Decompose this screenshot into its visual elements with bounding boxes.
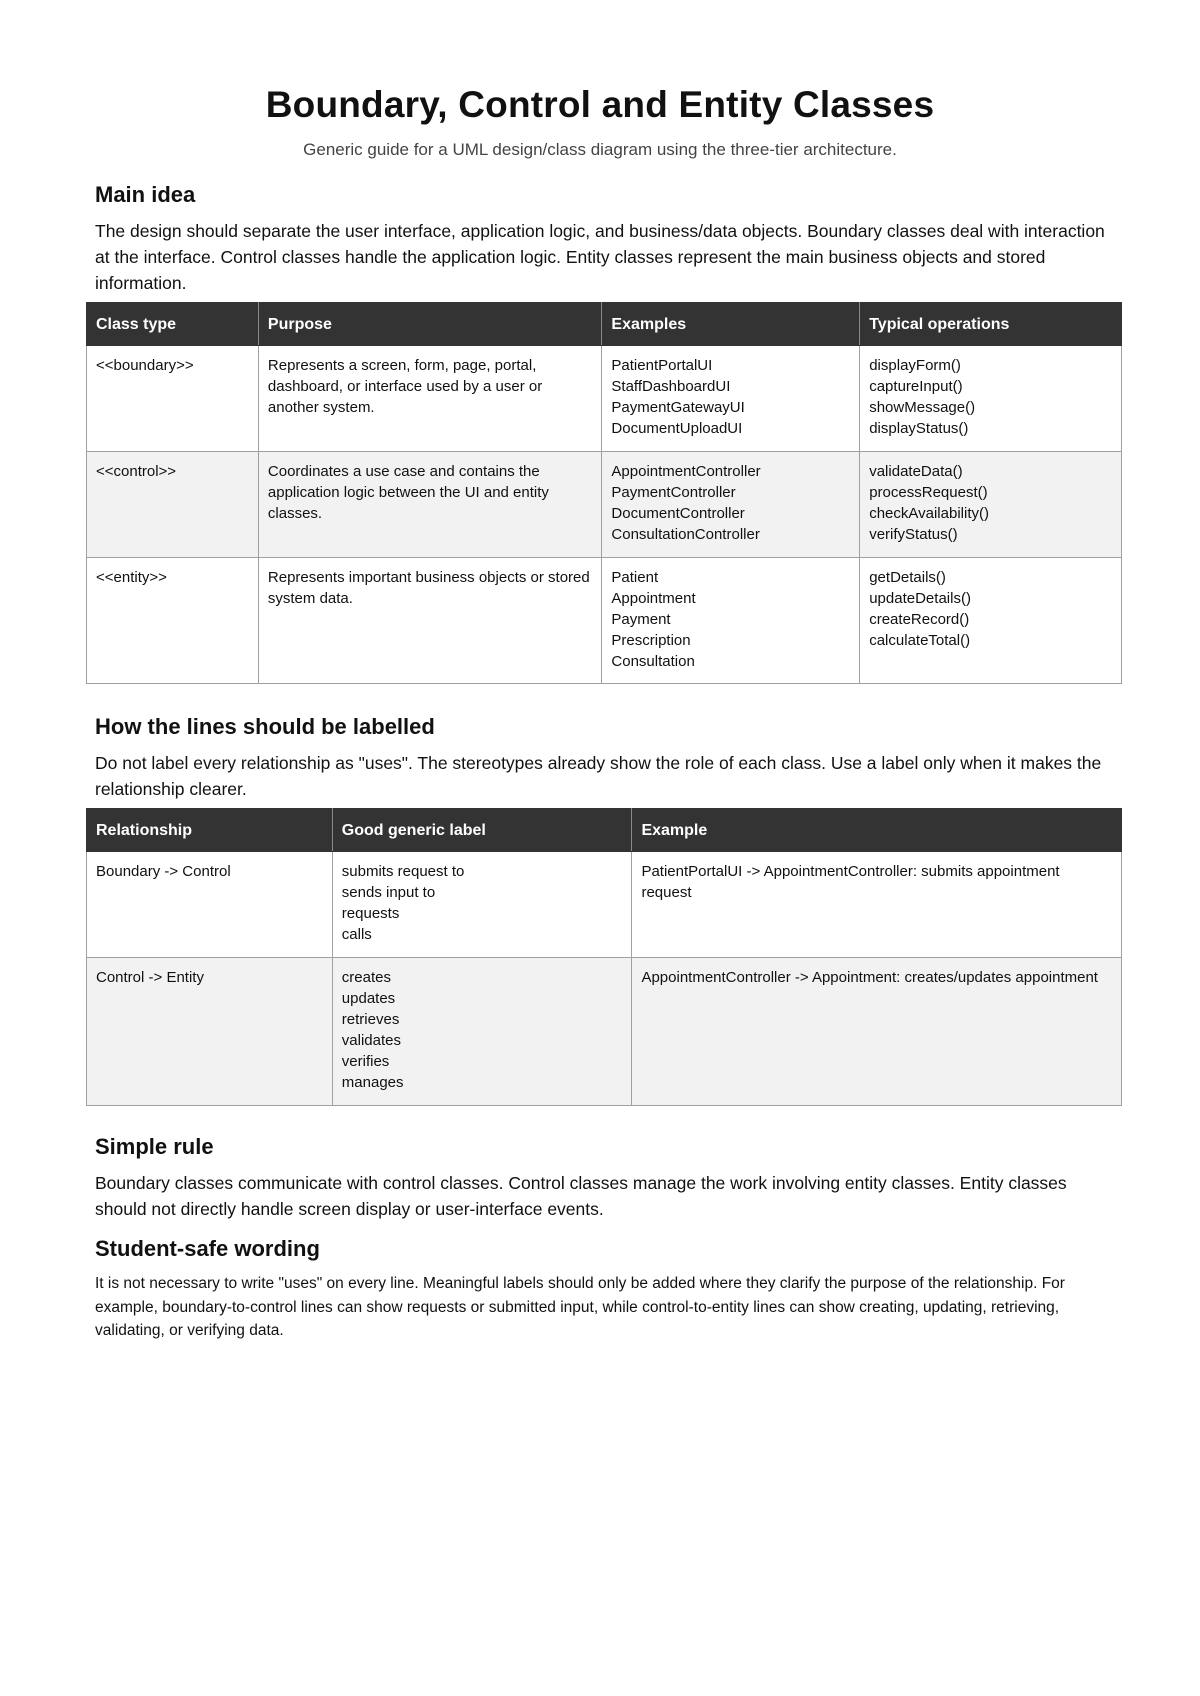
examples-cell: PatientPortalUI StaffDashboardUI PaymentGatewayUI DocumentUploadUI bbox=[602, 346, 860, 452]
lines-text: Do not label every relationship as "uses". The stereotypes already show the role of each class. Use a label only when it makes the relationship clearer. bbox=[95, 753, 1102, 799]
table-row bbox=[87, 852, 1122, 958]
lines-heading: How the lines should be labelled bbox=[95, 714, 435, 739]
relationship-header: Relationship bbox=[87, 809, 333, 852]
class-type-cell: <<entity>> bbox=[87, 558, 259, 684]
operations-cell: validateData() processRequest() checkAvailability() verifyStatus() bbox=[860, 452, 1122, 558]
purpose-cell: Represents a screen, form, page, portal, dashboard, or interface used by a user or another system. bbox=[258, 346, 602, 452]
student-wording-heading: Student-safe wording bbox=[95, 1236, 320, 1261]
labels-cell: submits request to sends input to requests calls bbox=[332, 852, 632, 958]
table-row bbox=[87, 958, 1122, 1106]
operations-cell: displayForm() captureInput() showMessage() displayStatus() bbox=[860, 346, 1122, 452]
relationship-table-header-row bbox=[87, 809, 1122, 852]
simple-rule-text: Boundary classes communicate with control classes. Control classes manage the work involving entity classes. Entity classes should not directly handle screen display or user-interface events. bbox=[95, 1173, 1067, 1219]
class-table-header-purpose: Purpose bbox=[258, 303, 602, 346]
table-row bbox=[87, 558, 1122, 684]
class-table-header-operations: Typical operations bbox=[860, 303, 1122, 346]
table-row bbox=[87, 346, 1122, 452]
main-idea-heading: Main idea bbox=[95, 182, 196, 207]
document-page bbox=[95, 80, 1105, 1343]
operations-cell: getDetails() updateDetails() createRecord() calculateTotal() bbox=[860, 558, 1122, 684]
page-title: Boundary, Control and Entity Classes bbox=[265, 84, 935, 125]
page-subtitle: Generic guide for a UML design/class diagram using the three-tier architecture. bbox=[303, 140, 897, 159]
main-idea-text: The design should separate the user interface, application logic, and business/data objects. Boundary classes deal with interaction at the interface. Control classes handle the application logic. Entity classes represent the main business objects and stored information. bbox=[95, 221, 1105, 293]
examples-cell: Patient Appointment Payment Prescription Consultation bbox=[602, 558, 860, 684]
example-header: Example bbox=[632, 809, 1122, 852]
class-table-header-row bbox=[87, 303, 1122, 346]
example-cell: PatientPortalUI -> AppointmentController: submits appointment request bbox=[632, 852, 1122, 958]
labels-cell: creates updates retrieves validates verifies manages bbox=[332, 958, 632, 1106]
examples-cell: AppointmentController PaymentController DocumentController ConsultationController bbox=[602, 452, 860, 558]
simple-rule-heading: Simple rule bbox=[95, 1134, 214, 1159]
class-type-table bbox=[86, 302, 1122, 684]
purpose-cell: Coordinates a use case and contains the application logic between the UI and entity classes. bbox=[258, 452, 602, 558]
relationship-cell: Control -> Entity bbox=[87, 958, 333, 1106]
table-row bbox=[87, 452, 1122, 558]
purpose-cell: Represents important business objects or stored system data. bbox=[258, 558, 602, 684]
class-table-header-type: Class type bbox=[87, 303, 259, 346]
class-type-cell: <<boundary>> bbox=[87, 346, 259, 452]
class-table-header-examples: Examples bbox=[602, 303, 860, 346]
relationship-table bbox=[86, 808, 1122, 1106]
relationship-cell: Boundary -> Control bbox=[87, 852, 333, 958]
student-wording-text: It is not necessary to write "uses" on every line. Meaningful labels should only be added where they clarify the purpose of the relationship. For example, boundary-to-control lines can show requests or submitted input, while control-to-entity lines can show creating, updating, retrieving, validating, or verifying data. bbox=[95, 1275, 1065, 1339]
class-type-cell: <<control>> bbox=[87, 452, 259, 558]
label-header: Good generic label bbox=[332, 809, 632, 852]
example-cell: AppointmentController -> Appointment: creates/updates appointment bbox=[632, 958, 1122, 1106]
